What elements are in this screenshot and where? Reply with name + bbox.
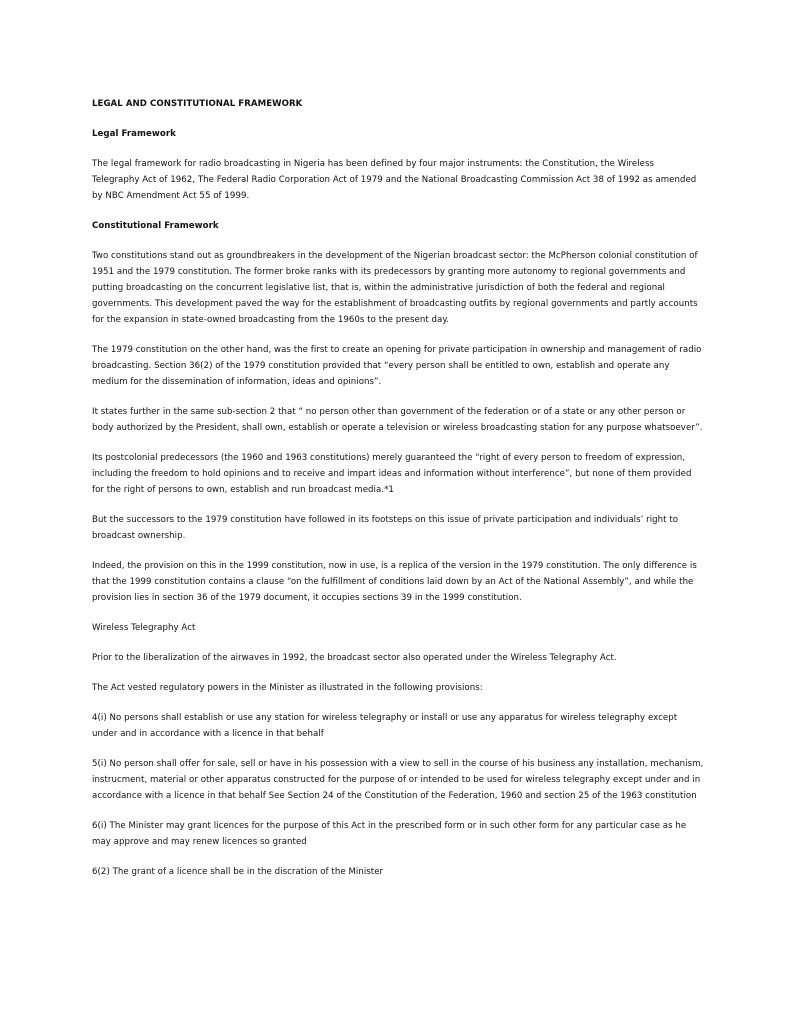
paragraph-wireless-4: 5(i) No person shall offer for sale, sell or have in his possession with a view to sell in the course of his business any installation, mechanism, instrucment, material or other apparatus constructed for the purpose of or intended to be used for wireless telegraphy except under and in accordance with a licence in that behalf See Section 24 of the Constitution of the Federation, 1960 and section 25 of the 1963 constitution (92, 759, 704, 801)
paragraph-constitutional-2: The 1979 constitution on the other hand, was the first to create an opening for private participation in ownership and management of radio broadcasting. Section 36(2) of the 1979 constitution provided that “every person shall be entitled to own, establish and operate any medium for the dissemination of information, ideas and opinions”. (92, 345, 702, 387)
paragraph-wireless-6: 6(2) The grant of a licence shall be in the discration of the Minister (92, 867, 384, 877)
heading-legal-framework: Legal Framework (92, 129, 176, 139)
paragraph-constitutional-6: Indeed, the provision on this in the 1999 constitution, now in use, is a replica of the version in the 1979 constitution. The only difference is that the 1999 constitution contains a clause “on the fulfillment of conditions laid down by an Act of the National Assembly”, and while the provision lies in section 36 of the 1979 document, it occupies sections 39 in the 1999 constitution. (92, 561, 697, 603)
paragraph-constitutional-5: But the successors to the 1979 constitution have followed in its footsteps on this issue of private participation and individuals’ right to broadcast ownership. (92, 515, 679, 541)
paragraph-wireless-5: 6(i) The Minister may grant licences for the purpose of this Act in the prescribed form or in such other form for any particular case as he may approve and may renew licences so granted (92, 821, 687, 847)
paragraph-constitutional-3: It states further in the same sub-section 2 that “ no person other than government of the federation or of a state or any other person or body authorized by the President, shall own, establish or operate a television or wireless broadcasting station for any purpose whatsoever”. (92, 407, 703, 433)
document-title: LEGAL AND CONSTITUTIONAL FRAMEWORK (92, 99, 303, 109)
paragraph-wireless-1: Prior to the liberalization of the airwaves in 1992, the broadcast sector also operated under the Wireless Telegraphy Act. (92, 653, 617, 663)
paragraph-wireless-3: 4(i) No persons shall establish or use any station for wireless telegraphy or install or use any apparatus for wireless telegraphy except under and in accordance with a licence in that behalf (92, 713, 678, 739)
document-page (92, 96, 704, 894)
heading-constitutional-framework: Constitutional Framework (92, 221, 219, 231)
heading-wireless-telegraphy-act: Wireless Telegraphy Act (92, 623, 196, 633)
paragraph-constitutional-1: Two constitutions stand out as groundbreakers in the development of the Nigerian broadcast sector: the McPherson colonial constitution of 1951 and the 1979 constitution. The former broke ranks with its predecessors by granting more autonomy to regional governments and putting broadcasting on the concurrent legislative list, that is, within the administrative jurisdiction of both the federal and regional governments. This development paved the way for the establishment of broadcasting outfits by regional governments and partly accounts for the expansion in state-owned broadcasting from the 1960s to the present day. (92, 251, 698, 325)
paragraph-constitutional-4: Its postcolonial predecessors (the 1960 and 1963 constitutions) merely guaranteed the “right of every person to freedom of expression, including the freedom to hold opinions and to receive and impart ideas and information without interference”, but none of them provided for the right of persons to own, establish and run broadcast media.*1 (92, 453, 692, 495)
paragraph-legal-framework: The legal framework for radio broadcasting in Nigeria has been defined by four major instruments: the Constitution, the Wireless Telegraphy Act of 1962, The Federal Radio Corporation Act of 1979 and the National Broadcasting Commission Act 38 of 1992 as amended by NBC Amendment Act 55 of 1999. (92, 159, 697, 201)
paragraph-wireless-2: The Act vested regulatory powers in the Minister as illustrated in the following provisions: (92, 683, 483, 693)
